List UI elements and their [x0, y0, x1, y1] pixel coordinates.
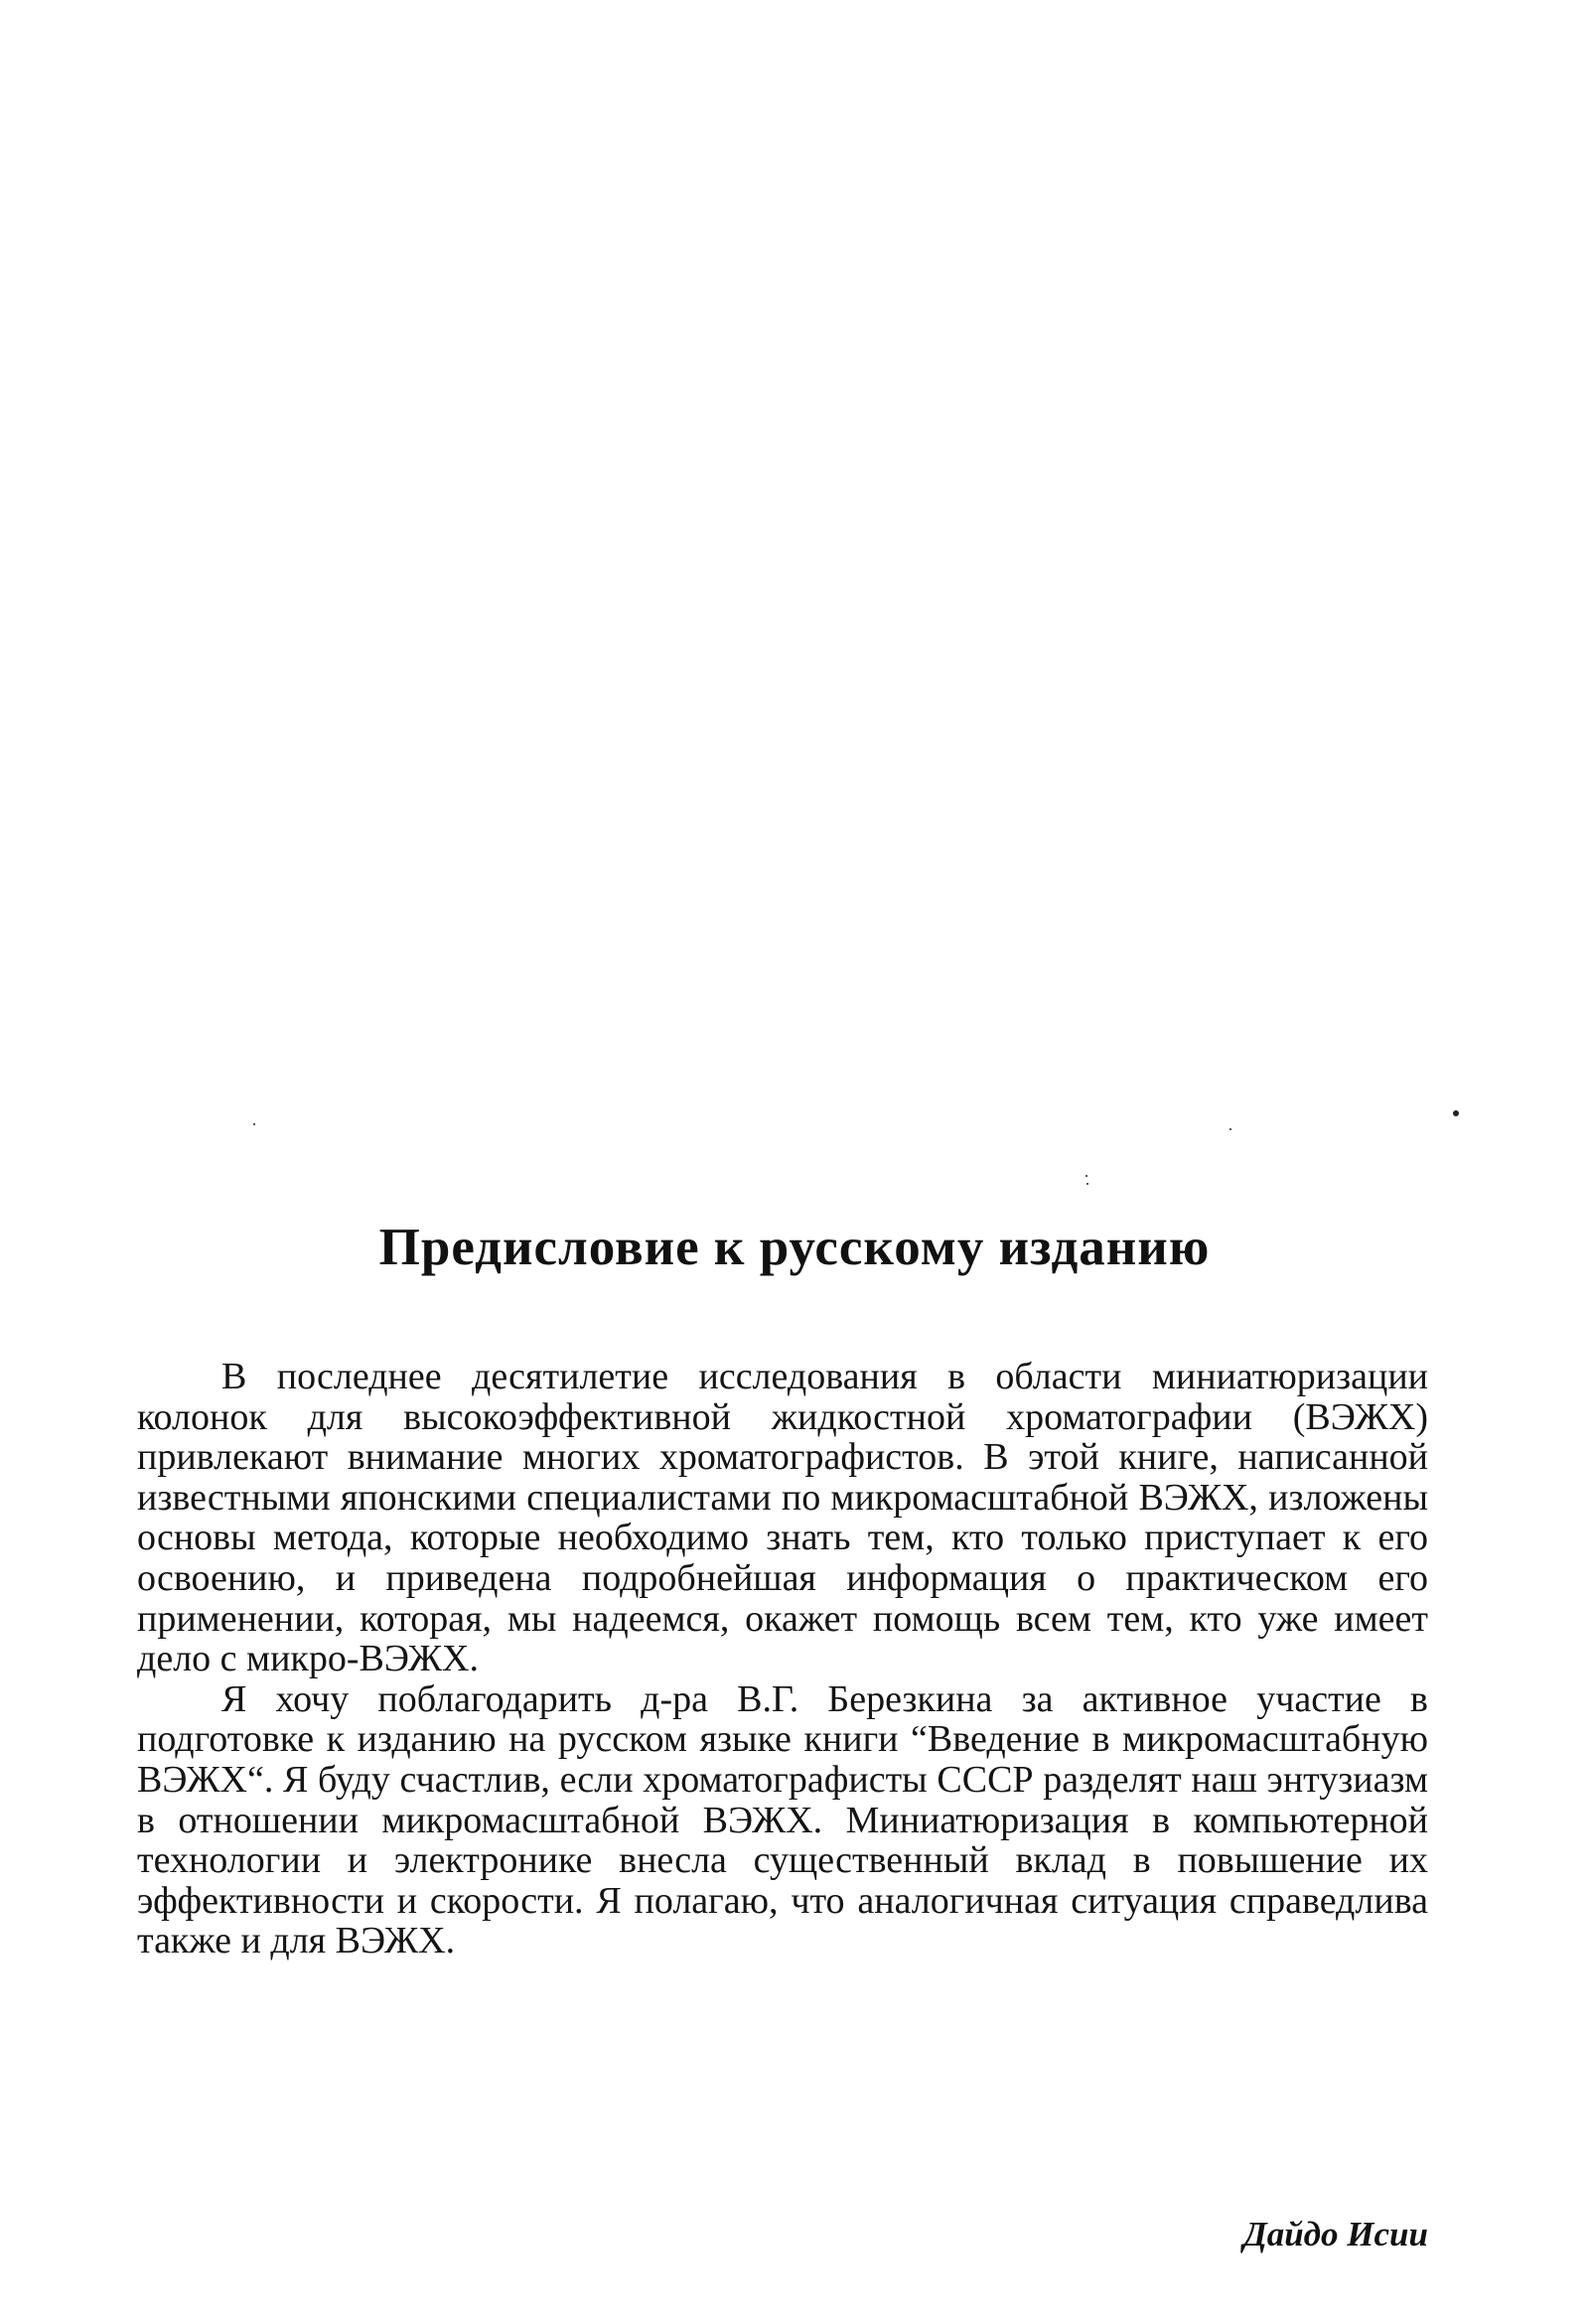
scan-speck [1086, 1183, 1088, 1185]
scan-speck [1085, 1175, 1087, 1177]
scan-speck [1453, 1110, 1459, 1116]
page-title: Предисловие к русскому изданию [378, 1219, 1211, 1276]
paragraph-2: Я хочу поблагодарить д-ра В.Г. Березкина за активное участие в подготовке к изданию на русском языке книги “Введение в микромасштабную ВЭЖХ“. Я буду счастлив, если хроматографисты СССР разделят наш энтузиазм в отношении микромасштабной ВЭЖХ. Миниатюризация в компьютерной технологии и электронике внесла существенный вклад в повышение их эффективности и скорости. Я полагаю, что аналогичная ситуация справедлива также и для ВЭЖХ. [137, 1677, 1428, 1962]
scan-speck [253, 1123, 255, 1125]
paragraph-1: В последнее десятилетие исследования в области миниатюризации колонок для высокоэффективной жидкостной хроматографии (ВЭЖХ) привлекают внимание многих хроматографистов. В этой книге, написанной известными японскими специалистами по микромасштабной ВЭЖХ, изложены основы метода, которые необходимо знать тем, кто только приступает к его освоению, и приведена подробнейшая информация о практическом его применении, которая, мы надеемся, окажет помощь всем тем, кто уже имеет дело с микро-ВЭЖХ. [137, 1356, 1428, 1680]
scan-speck [1229, 1128, 1231, 1130]
body-text [137, 1357, 1428, 1961]
author-signature: Дайдо Исии [1242, 2215, 1428, 2253]
